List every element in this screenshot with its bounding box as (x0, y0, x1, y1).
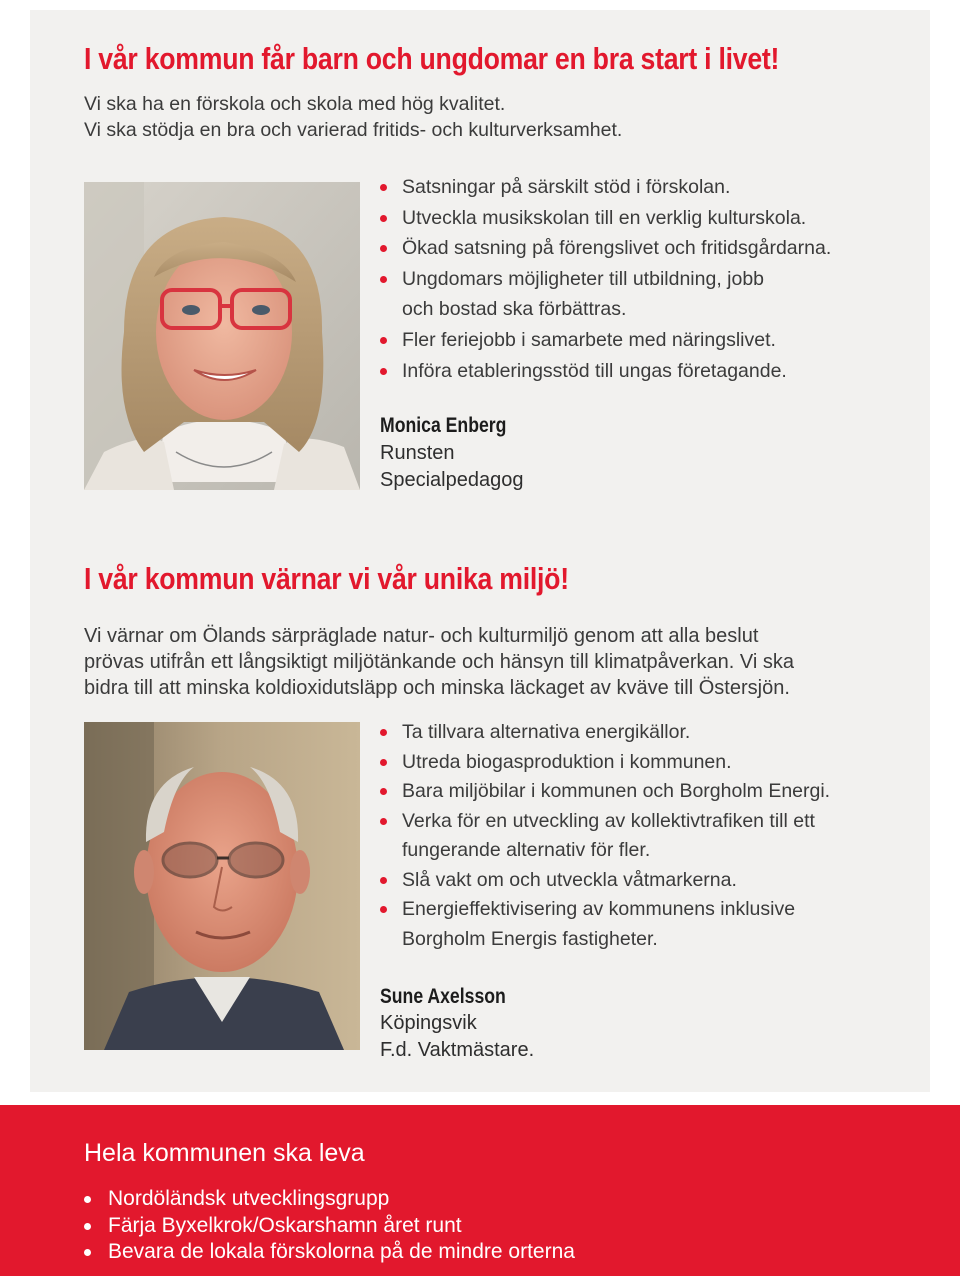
list-item-continuation: fungerande alternativ för fler. (402, 839, 651, 861)
section-intro-environment (84, 623, 794, 701)
bullet-list-environment (380, 718, 830, 954)
person-name: Sune Axelsson (380, 985, 506, 1008)
intro-line: Vi värnar om Ölands särpräglade natur- och kulturmiljö genom att alla beslut (84, 625, 759, 647)
person-name: Monica Enberg (380, 414, 507, 437)
footer-list-item: Nordöländsk utvecklingsgrupp (84, 1186, 575, 1213)
list-item: Ungdomars möjligheter till utbildning, jobb (380, 264, 831, 295)
list-item: Fler feriejobb i samarbete med näringslivet. (380, 325, 831, 356)
person-place: Runsten (380, 442, 455, 464)
list-item: Energieffektivisering av kommunens inklusive (380, 895, 830, 925)
person-title: Specialpedagog (380, 469, 524, 491)
section-heading-children: I vår kommun får barn och ungdomar en bra start i livet! (84, 41, 780, 76)
footer-list-item: Färja Byxelkrok/Oskarshamn året runt (84, 1213, 575, 1240)
intro-line: Vi ska stödja en bra och varierad fritids- och kulturverksamhet. (84, 119, 623, 141)
list-item: Införa etableringsstöd till ungas företagande. (380, 356, 831, 387)
footer-list (84, 1186, 575, 1266)
intro-line: Vi ska ha en förskola och skola med hög kvalitet. (84, 93, 506, 115)
list-item: Slå vakt om och utveckla våtmarkerna. (380, 866, 830, 896)
portrait-monica-enberg (84, 182, 360, 490)
person-place: Köpingsvik (380, 1012, 477, 1034)
intro-line: prövas utifrån ett långsiktigt miljötänkande och hänsyn till klimatpåverkan. Vi ska (84, 651, 794, 673)
footer-list-item: Bevara de lokala förskolorna på de mindre orterna (84, 1239, 575, 1266)
list-item-continuation: och bostad ska förbättras. (402, 298, 627, 321)
section-intro-children (84, 91, 622, 143)
list-item: Bara miljöbilar i kommunen och Borgholm Energi. (380, 777, 830, 807)
intro-line: bidra till att minska koldioxidutsläpp och minska läckaget av kväve till Östersjön. (84, 677, 790, 699)
list-item: Satsningar på särskilt stöd i förskolan. (380, 172, 831, 203)
list-item: Utreda biogasproduktion i kommunen. (380, 748, 830, 778)
footer-title: Hela kommunen ska leva (84, 1139, 365, 1167)
section-heading-environment: I vår kommun värnar vi vår unika miljö! (84, 561, 569, 596)
list-item: Ta tillvara alternativa energikällor. (380, 718, 830, 748)
list-item: Utveckla musikskolan till en verklig kulturskola. (380, 203, 831, 234)
portrait-sune-axelsson (84, 722, 360, 1050)
list-item: Verka för en utveckling av kollektivtrafiken till ett (380, 807, 830, 837)
list-item-continuation: Borgholm Energis fastigheter. (402, 927, 658, 950)
bullet-list-children (380, 172, 831, 386)
person-title: F.d. Vaktmästare. (380, 1039, 535, 1061)
list-item: Ökad satsning på förengslivet och fritidsgårdarna. (380, 233, 831, 264)
